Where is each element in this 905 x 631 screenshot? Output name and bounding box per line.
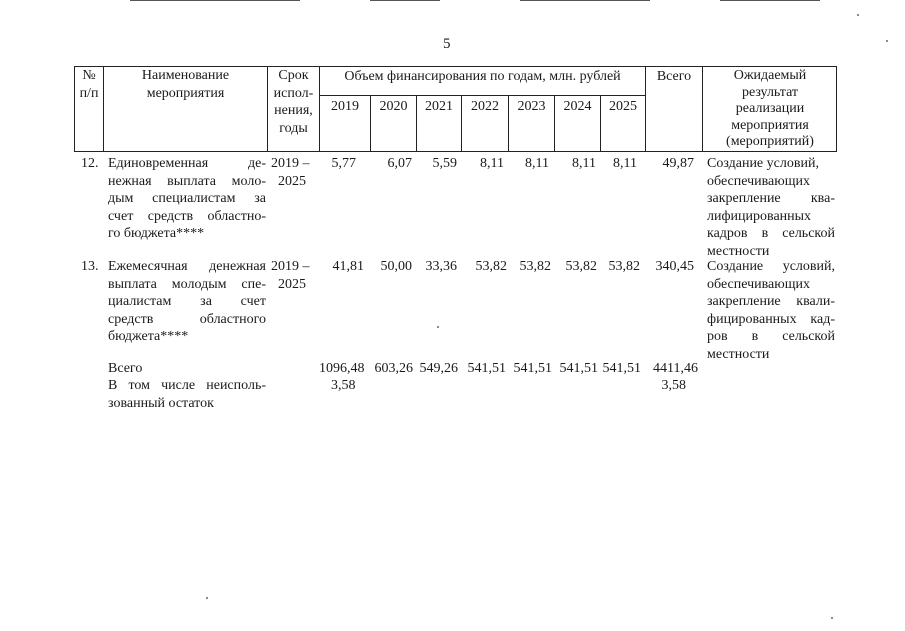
row-value-2023: 8,11 xyxy=(525,156,549,171)
row-value-2020: 50,00 xyxy=(380,259,412,274)
row-term: 2019 – 2025 xyxy=(271,156,310,189)
header-year: 2025 xyxy=(609,99,637,114)
row-value-2022: 53,82 xyxy=(475,259,507,274)
scan-top-line xyxy=(370,0,440,1)
row-value-2021: 33,36 xyxy=(425,259,457,274)
header-funding: Объем финансирования по годам, млн. рублей xyxy=(344,69,621,84)
row-total: 49,87 xyxy=(662,156,694,171)
row-value-2024: 53,82 xyxy=(565,259,597,274)
year-row-divider xyxy=(319,95,645,96)
header-result: Ожидаемый результат реализации мероприятия (мероприятий) xyxy=(726,68,814,149)
header-year: 2022 xyxy=(471,99,499,114)
row-result: Создание условий, обеспечивающих закрепление квали- фицированных кад- ров в сельской местности xyxy=(707,259,835,362)
row-value-2020: 6,07 xyxy=(387,156,412,171)
scan-dot xyxy=(857,14,859,16)
totals-label: Всего xyxy=(108,361,143,376)
totals-grand-total: 4411,46 xyxy=(653,361,698,376)
header-year: 2021 xyxy=(425,99,453,114)
scan-dot xyxy=(886,40,888,42)
totals-sub-value-2019: 3,58 xyxy=(331,378,356,393)
totals-value-2022: 541,51 xyxy=(467,361,506,376)
row-value-2022: 8,11 xyxy=(480,156,504,171)
header-year: 2024 xyxy=(563,99,592,114)
row-value-2019: 5,77 xyxy=(331,156,356,171)
header-name: Наименование мероприятия xyxy=(141,68,230,101)
row-name: Ежемесячная денежная выплата молодым спе- циалистам за счет средств областного бюджета**** xyxy=(108,259,266,344)
header-year: 2023 xyxy=(517,99,546,114)
totals-value-2025: 541,51 xyxy=(602,361,641,376)
header-year: 2020 xyxy=(379,99,408,114)
header-total: Всего xyxy=(656,69,692,84)
header-num: № п/п xyxy=(79,68,99,101)
scan-dot xyxy=(206,597,208,599)
scan-dot xyxy=(831,617,833,619)
scan-top-line xyxy=(520,0,650,1)
row-name: Единовременная де- нежная выплата моло- дым специалистам за счет средств областно- го бюджета**** xyxy=(108,156,266,241)
totals-value-2021: 549,26 xyxy=(419,361,458,376)
row-value-2023: 53,82 xyxy=(519,259,551,274)
scan-top-line xyxy=(720,0,820,1)
header-term: Срок испол- нения, годы xyxy=(273,68,314,136)
row-term: 2019 – 2025 xyxy=(271,259,310,292)
header-year: 2019 xyxy=(331,99,359,114)
row-result: Создание условий, обеспечивающих закрепление ква- лифицированных кадров в сельской местности xyxy=(707,156,835,259)
totals-value-2020: 603,26 xyxy=(374,361,413,376)
row-value-2025: 8,11 xyxy=(613,156,637,171)
row-total: 340,45 xyxy=(655,259,694,274)
totals-value-2024: 541,51 xyxy=(559,361,598,376)
totals-sub-label: В том числе неисполь- зованный остаток xyxy=(108,378,266,411)
row-num: 12. xyxy=(81,156,99,171)
totals-value-2023: 541,51 xyxy=(513,361,552,376)
totals-value-2019: 1096,48 xyxy=(319,361,365,376)
page-number: 5 xyxy=(443,36,451,52)
row-num: 13. xyxy=(81,259,99,274)
scan-top-line xyxy=(130,0,300,1)
scan-dot xyxy=(437,326,439,328)
row-value-2021: 5,59 xyxy=(432,156,457,171)
totals-sub-value-total: 3,58 xyxy=(661,378,686,393)
row-value-2019: 41,81 xyxy=(332,259,364,274)
row-value-2024: 8,11 xyxy=(572,156,596,171)
row-value-2025: 53,82 xyxy=(608,259,640,274)
